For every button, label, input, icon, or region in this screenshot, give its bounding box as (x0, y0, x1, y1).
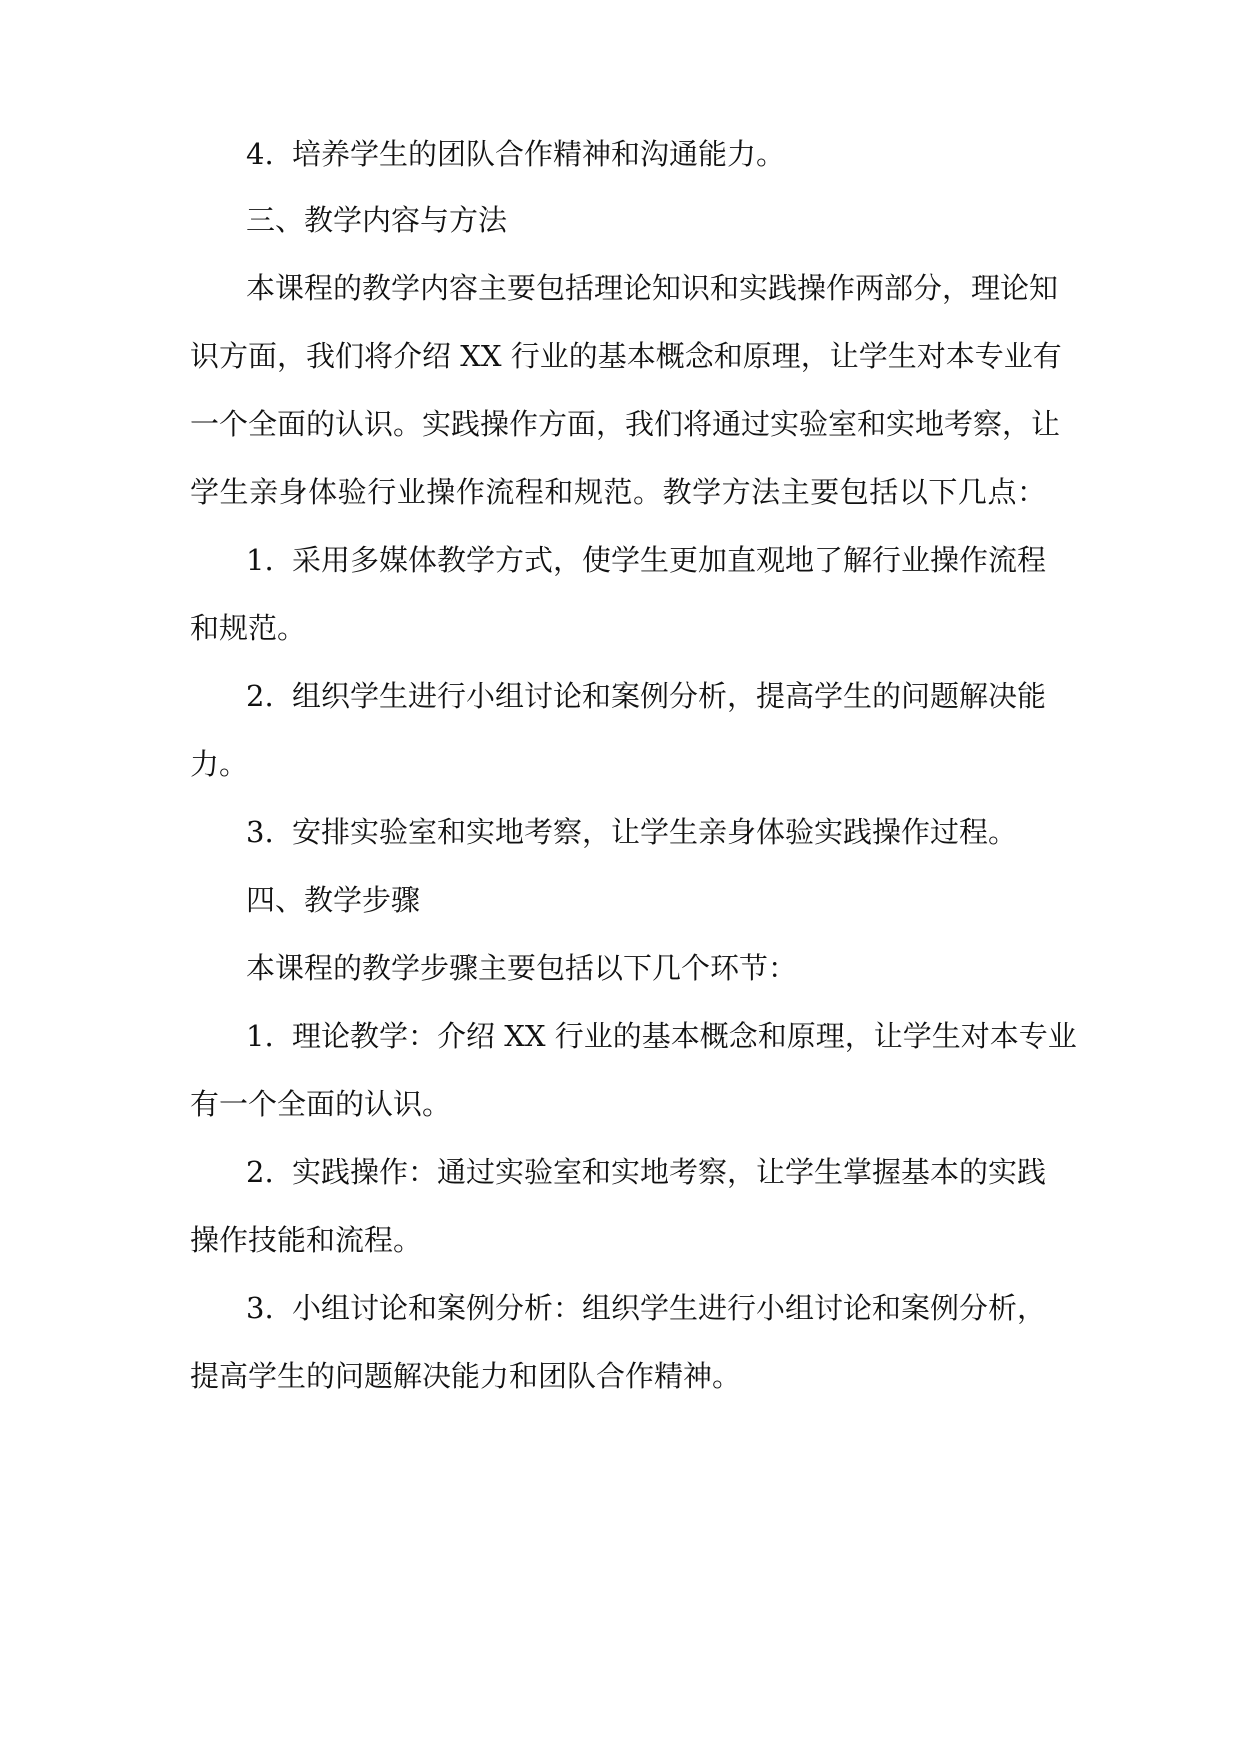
list-item-2 (246, 676, 1046, 716)
step-item-2 (246, 1152, 1046, 1192)
list-number: 1. (246, 543, 274, 577)
list-number: 4. (246, 137, 274, 171)
list-number: 3. (246, 815, 274, 849)
list-item-continuation: 有一个全面的认识。 (190, 1087, 452, 1121)
list-item-text: 理论教学：介绍 XX 行业的基本概念和原理，让学生对本专业 (292, 1019, 1077, 1053)
list-item-continuation: 和规范。 (190, 611, 307, 645)
list-item-text: 培养学生的团队合作精神和沟通能力。 (292, 137, 786, 171)
step-item-1 (246, 1016, 1077, 1056)
paragraph-line: 本课程的教学内容主要包括理论知识和实践操作两部分，理论知 (246, 271, 1059, 305)
list-item-4 (246, 134, 785, 174)
paragraph-line: 识方面，我们将介绍 XX 行业的基本概念和原理，让学生对本专业有 (190, 339, 1062, 373)
list-number: 3. (246, 1291, 274, 1325)
list-item-1 (246, 540, 1046, 580)
paragraph-line: 本课程的教学步骤主要包括以下几个环节： (246, 951, 798, 985)
list-number: 2. (246, 679, 274, 713)
list-item-text: 小组讨论和案例分析：组织学生进行小组讨论和案例分析， (292, 1291, 1047, 1325)
section-heading-3: 三、教学内容与方法 (246, 203, 508, 237)
list-item-continuation: 操作技能和流程。 (190, 1223, 423, 1257)
section-heading-4: 四、教学步骤 (246, 883, 421, 917)
paragraph-line: 一个全面的认识。实践操作方面，我们将通过实验室和实地考察，让 (190, 407, 1061, 441)
list-item-text: 采用多媒体教学方式，使学生更加直观地了解行业操作流程 (292, 543, 1047, 577)
list-item-continuation: 提高学生的问题解决能力和团队合作精神。 (190, 1359, 742, 1393)
list-item-3 (246, 812, 1017, 852)
step-item-3 (246, 1288, 1046, 1328)
list-number: 2. (246, 1155, 274, 1189)
list-number: 1. (246, 1019, 274, 1053)
list-item-continuation: 力。 (190, 747, 249, 781)
paragraph-line: 学生亲身体验行业操作流程和规范。教学方法主要包括以下几点： (190, 475, 1046, 509)
list-item-text: 组织学生进行小组讨论和案例分析，提高学生的问题解决能 (292, 679, 1047, 713)
list-item-text: 安排实验室和实地考察，让学生亲身体验实践操作过程。 (292, 815, 1018, 849)
list-item-text: 实践操作：通过实验室和实地考察，让学生掌握基本的实践 (292, 1155, 1047, 1189)
